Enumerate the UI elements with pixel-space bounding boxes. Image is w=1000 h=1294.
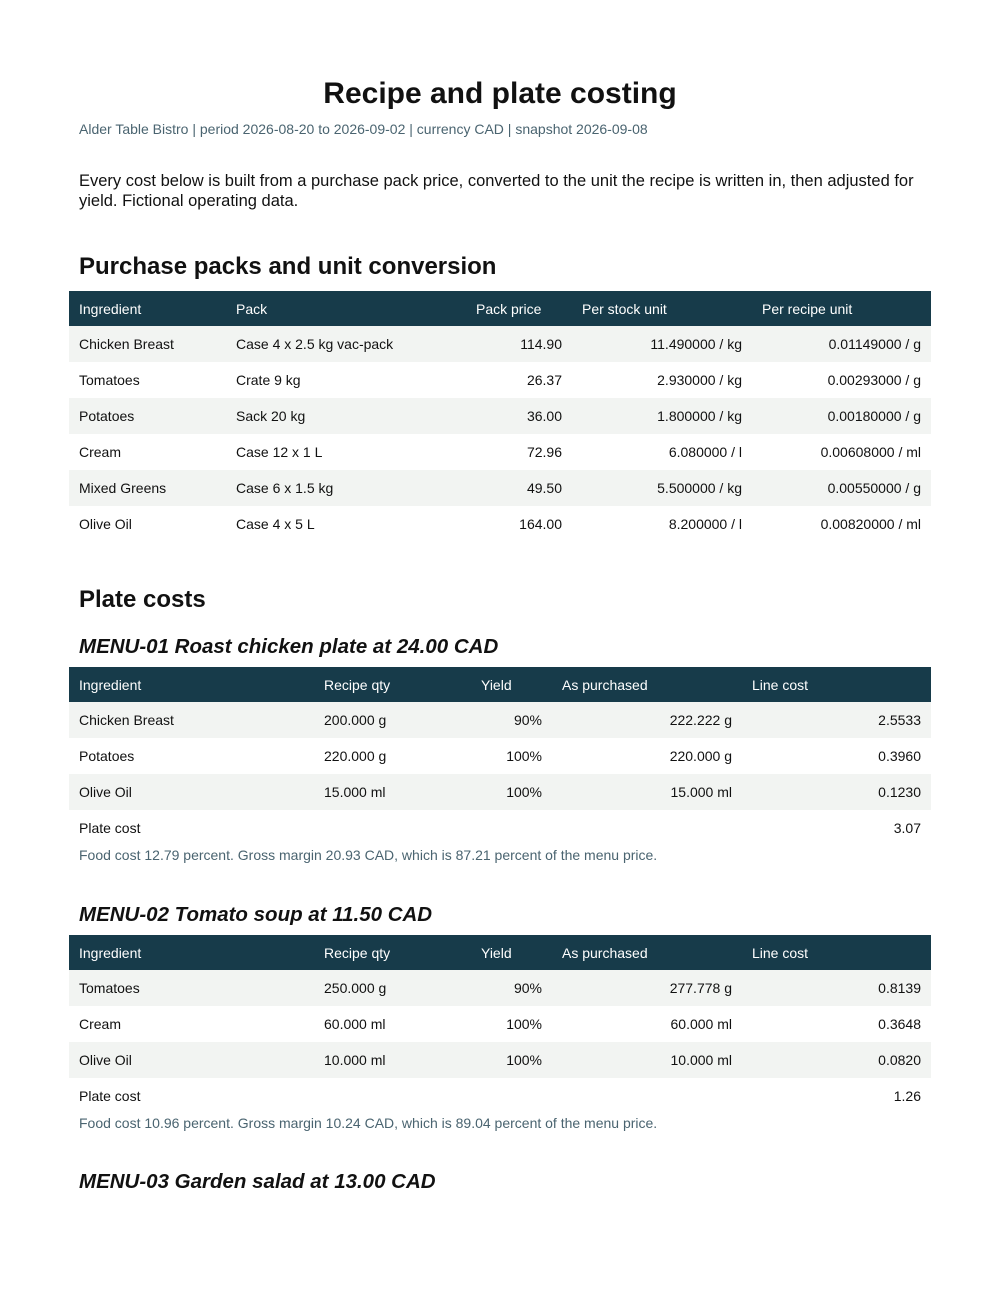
as-purchased-cell: 277.778 g — [552, 970, 742, 1006]
per-recipe-unit-cell: 0.00293000 / g — [827, 372, 921, 388]
as-purchased-cell: 222.222 g — [552, 702, 742, 738]
plate-cost-label: Plate cost — [69, 810, 742, 846]
ingredient-cell: Olive Oil — [69, 774, 314, 810]
menu-02-title: MENU-02 Tomato soup at 11.50 CAD — [79, 903, 433, 926]
ingredient-cell: Chicken Breast — [69, 326, 226, 362]
pack-cell: Sack 20 kg — [226, 398, 466, 434]
column-header: As purchased — [552, 667, 742, 702]
table-row — [69, 398, 931, 434]
as-purchased-cell: 220.000 g — [669, 748, 732, 764]
table-row — [69, 326, 931, 362]
ingredient-cell: Cream — [79, 444, 122, 460]
yield-cell: 100% — [506, 748, 542, 764]
column-header: Line cost — [742, 667, 931, 702]
table-row — [69, 702, 931, 738]
column-header: Yield — [471, 935, 552, 970]
table-row — [69, 774, 931, 810]
document-meta: Alder Table Bistro | period 2026-08-20 to 2026-09-02 | currency CAD | snapshot 2026-09-08 — [79, 121, 648, 137]
per-recipe-unit-cell: 0.00608000 / ml — [820, 444, 921, 460]
table-row — [69, 362, 931, 398]
column-header: Per stock unit — [572, 291, 752, 326]
recipe-qty-cell: 10.000 ml — [314, 1042, 471, 1078]
line-cost-cell: 0.1230 — [742, 774, 931, 810]
yield-cell: 100% — [506, 1016, 542, 1032]
menu-02-food-cost-note: Food cost 10.96 percent. Gross margin 10.24 CAD, which is 89.04 percent of the menu price. — [79, 1115, 658, 1131]
menu-01-table — [69, 667, 931, 846]
plate-header-row — [69, 667, 931, 702]
pack-cell: Case 12 x 1 L — [236, 444, 323, 460]
per-recipe-unit-cell: 0.00550000 / g — [752, 470, 931, 506]
as-purchased-cell: 60.000 ml — [670, 1016, 732, 1032]
line-cost-cell: 0.8139 — [742, 970, 931, 1006]
ingredient-cell: Mixed Greens — [69, 470, 226, 506]
per-stock-unit-cell: 8.200000 / l — [668, 516, 742, 532]
column-header: Per recipe unit — [752, 291, 931, 326]
per-stock-unit-cell: 5.500000 / kg — [572, 470, 752, 506]
table-row — [69, 970, 931, 1006]
column-header: Pack — [226, 291, 466, 326]
menu-03-title: MENU-03 Garden salad at 13.00 CAD — [79, 1170, 436, 1193]
pack-cell: Case 4 x 5 L — [236, 516, 315, 532]
plate-cost-value: 1.26 — [742, 1078, 931, 1114]
menu-01-food-cost-note: Food cost 12.79 percent. Gross margin 20.93 CAD, which is 87.21 percent of the menu price. — [79, 847, 658, 863]
ingredient-cell: Potatoes — [79, 748, 135, 764]
column-header: As purchased — [552, 935, 742, 970]
recipe-qty-cell: 200.000 g — [314, 702, 471, 738]
table-row — [69, 434, 931, 470]
ingredient-cell: Cream — [79, 1016, 122, 1032]
packs-heading: Purchase packs and unit conversion — [79, 253, 497, 280]
recipe-qty-cell: 220.000 g — [324, 748, 387, 764]
per-stock-unit-cell: 2.930000 / kg — [657, 372, 742, 388]
pack-price-cell: 72.96 — [526, 444, 562, 460]
column-header: Ingredient — [69, 291, 226, 326]
pack-price-cell: 26.37 — [526, 372, 562, 388]
as-purchased-cell: 15.000 ml — [552, 774, 742, 810]
menu-01-title: MENU-01 Roast chicken plate at 24.00 CAD — [79, 635, 499, 658]
table-row — [69, 1042, 931, 1078]
plates-heading: Plate costs — [79, 586, 206, 613]
plate-cost-row — [69, 1078, 931, 1114]
ingredient-cell: Tomatoes — [79, 372, 140, 388]
pack-cell: Crate 9 kg — [236, 372, 301, 388]
recipe-qty-cell: 15.000 ml — [314, 774, 471, 810]
per-recipe-unit-cell: 0.01149000 / g — [752, 326, 931, 362]
page-title: Recipe and plate costing — [323, 77, 677, 110]
per-stock-unit-cell: 11.490000 / kg — [572, 326, 752, 362]
column-header: Ingredient — [69, 935, 314, 970]
yield-cell: 100% — [471, 1042, 552, 1078]
plate-header-row — [69, 935, 931, 970]
per-recipe-unit-cell: 0.00180000 / g — [752, 398, 931, 434]
pack-cell: Case 4 x 2.5 kg vac-pack — [226, 326, 466, 362]
packs-header-row — [69, 291, 931, 326]
ingredient-cell: Olive Oil — [79, 516, 132, 532]
yield-cell: 90% — [471, 702, 552, 738]
column-header: Recipe qty — [314, 935, 471, 970]
per-stock-unit-cell: 1.800000 / kg — [572, 398, 752, 434]
line-cost-cell: 0.3648 — [878, 1016, 921, 1032]
intro-paragraph: Every cost below is built from a purchase pack price, converted to the unit the recipe is written in, then adjusted for yield. Fictional operating data. — [79, 172, 914, 210]
menu-02-table — [69, 935, 931, 1114]
per-stock-unit-cell: 6.080000 / l — [668, 444, 742, 460]
table-row — [69, 1006, 931, 1042]
line-cost-cell: 0.0820 — [742, 1042, 931, 1078]
line-cost-cell: 2.5533 — [742, 702, 931, 738]
column-header: Yield — [471, 667, 552, 702]
ingredient-cell: Potatoes — [69, 398, 226, 434]
ingredient-cell: Chicken Breast — [69, 702, 314, 738]
table-row — [69, 738, 931, 774]
table-row — [69, 506, 931, 542]
pack-price-cell: 114.90 — [466, 326, 572, 362]
plate-cost-value: 3.07 — [742, 810, 931, 846]
column-header: Ingredient — [69, 667, 314, 702]
as-purchased-cell: 10.000 ml — [552, 1042, 742, 1078]
ingredient-cell: Tomatoes — [69, 970, 314, 1006]
pack-price-cell: 49.50 — [466, 470, 572, 506]
packs-table — [69, 291, 931, 542]
column-header: Recipe qty — [314, 667, 471, 702]
plate-cost-label: Plate cost — [69, 1078, 742, 1114]
column-header: Pack price — [466, 291, 572, 326]
pack-cell: Case 6 x 1.5 kg — [226, 470, 466, 506]
ingredient-cell: Olive Oil — [69, 1042, 314, 1078]
pack-price-cell: 164.00 — [519, 516, 562, 532]
yield-cell: 90% — [471, 970, 552, 1006]
recipe-qty-cell: 60.000 ml — [324, 1016, 386, 1032]
pack-price-cell: 36.00 — [466, 398, 572, 434]
recipe-qty-cell: 250.000 g — [314, 970, 471, 1006]
line-cost-cell: 0.3960 — [878, 748, 921, 764]
plate-cost-row — [69, 810, 931, 846]
yield-cell: 100% — [471, 774, 552, 810]
table-row — [69, 470, 931, 506]
column-header: Line cost — [742, 935, 931, 970]
per-recipe-unit-cell: 0.00820000 / ml — [820, 516, 921, 532]
